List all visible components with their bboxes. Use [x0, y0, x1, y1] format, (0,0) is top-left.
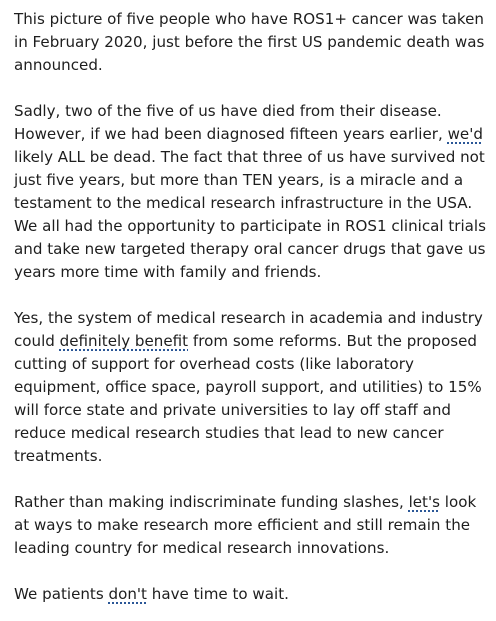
paragraph-2 — [14, 100, 492, 284]
paragraph-5 — [14, 583, 492, 606]
proofing-flag-lets[interactable]: let's — [408, 493, 440, 511]
document-body[interactable] — [14, 8, 492, 606]
paragraph-2-text-end: likely ALL be dead. The fact that three of us have survived not just five years, but more than TEN years, is a miracle and a testament to the medical research infrastructure in the USA. We all had the opportunity to participate in ROS1 clinical trials and take new targeted therapy oral cancer drugs that gave us years more time with family and friends. — [14, 148, 486, 281]
paragraph-3-text-start: Yes, the system of medical research in academia and industry could — [14, 309, 483, 350]
paragraph-5-text-start: We patients — [14, 585, 109, 603]
proofing-flag-definitely-benefit[interactable]: definitely benefit — [59, 332, 189, 350]
paragraph-4-text-end: look at ways to make research more efficient and still remain the leading country for medical research innovations. — [14, 493, 477, 557]
proofing-flag-wed[interactable]: we'd — [447, 125, 483, 143]
paragraph-4 — [14, 491, 492, 560]
paragraph-3 — [14, 307, 492, 468]
paragraph-5-text-end: have time to wait. — [146, 585, 289, 603]
proofing-flag-dont[interactable]: don't — [108, 585, 147, 603]
paragraph-2-text-start: Sadly, two of the five of us have died from their disease. However, if we had been diagnosed fifteen years earlier, — [14, 102, 448, 143]
paragraph-3-text-end: from some reforms. But the proposed cutting of support for overhead costs (like laboratory equipment, office space, payroll support, and utilities) to 15% will force state and private universities to lay off staff and reduce medical research studies that lead to new cancer treatments. — [14, 332, 482, 465]
paragraph-4-text-start: Rather than making indiscriminate funding slashes, — [14, 493, 409, 511]
paragraph-1: This picture of five people who have ROS1+ cancer was taken in February 2020, just before the first US pandemic death was announced. — [14, 10, 485, 74]
